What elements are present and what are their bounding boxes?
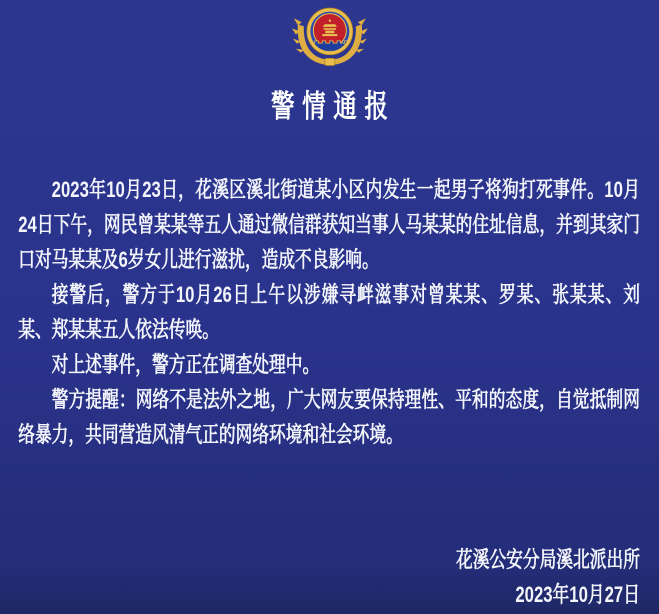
notice-paragraph-1: 2023年10月23日，花溪区溪北街道某小区内发生一起男子将狗打死事件。10月24日下午，网民曾某某等五人通过微信群获知当事人马某某的住址信息，并到其家门口对马某某及6岁女儿进行滋扰，造成不良影响。 [18, 177, 640, 272]
signature-block [456, 542, 640, 612]
signature-issuer: 花溪公安分局溪北派出所 [455, 547, 640, 572]
notice-body [18, 172, 640, 452]
notice-paragraph-4: 警方提醒：网络不是法外之地，广大网友要保持理性、平和的态度，自觉抵制网络暴力，共同营造风清气正的网络环境和社会环境。 [18, 387, 640, 447]
notice-paragraph-3: 对上述事件，警方正在调查处理中。 [51, 352, 320, 377]
notice-title: 警情通报 [270, 89, 396, 124]
notice-paragraph-2: 接警后，警方于10月26日上午以涉嫌寻衅滋事对曾某某、罗某、张某某、刘某、郑某某五人依法传唤。 [18, 282, 640, 342]
china-police-emblem-icon [292, 7, 368, 66]
signature-date: 2023年10月27日 [515, 582, 640, 607]
